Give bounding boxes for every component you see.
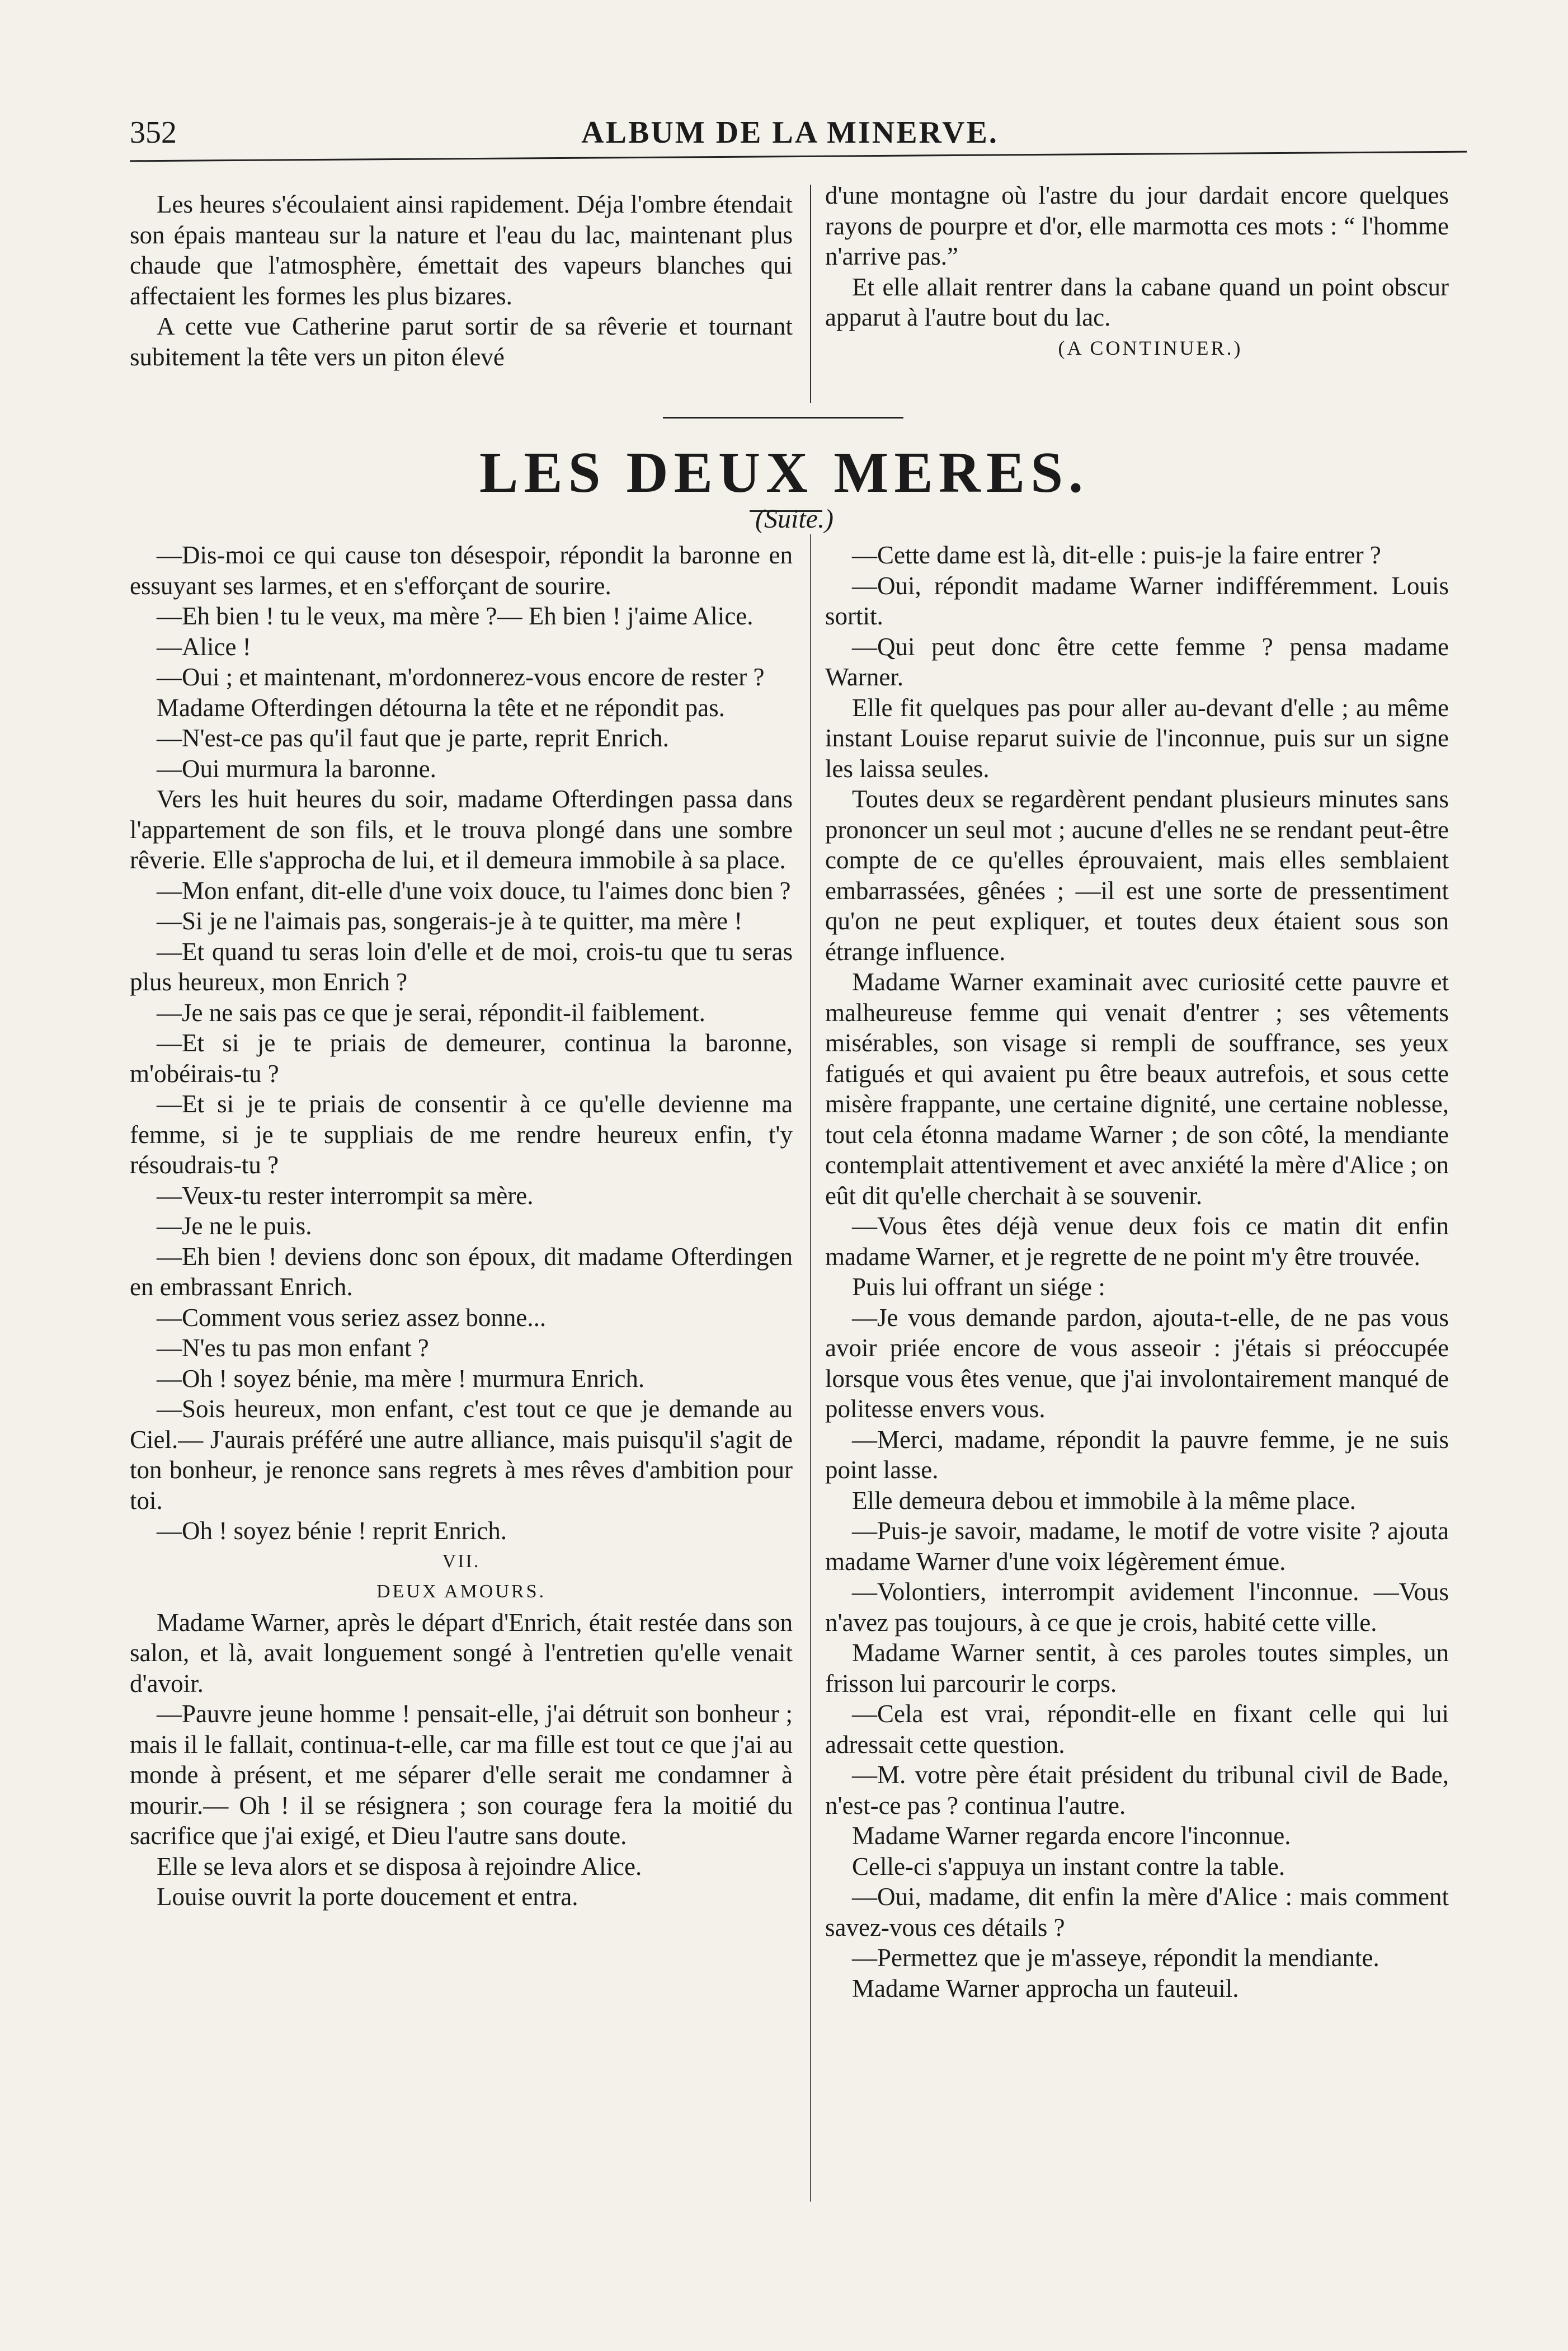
story-left-column <box>130 540 793 1912</box>
paragraph: —Cette dame est là, dit-elle : puis-je la faire entrer ? <box>852 541 1381 569</box>
paragraph: Et elle allait rentrer dans la cabane quand un point obscur apparut à l'autre bout du lac. <box>825 272 1449 331</box>
paragraph: Madame Warner regarda encore l'inconnue. <box>852 1822 1291 1850</box>
page-number: 352 <box>130 115 177 150</box>
paragraph: —Permettez que je m'asseye, répondit la mendiante. <box>852 1944 1379 1972</box>
paragraph: —Mon enfant, dit-elle d'une voix douce, tu l'aimes donc bien ? <box>157 876 791 905</box>
paragraph: —Qui peut donc être cette femme ? pensa madame Warner. <box>825 632 1449 691</box>
chapter-number: VII. <box>442 1550 481 1572</box>
paragraph: Madame Warner approcha un fauteuil. <box>852 1974 1239 2002</box>
paragraph: —N'est-ce pas qu'il faut que je parte, reprit Enrich. <box>157 724 669 752</box>
paragraph: —Oh ! soyez bénie, ma mère ! murmura Enrich. <box>157 1364 645 1393</box>
paragraph: —Je ne sais pas ce que je serai, répondit-il faiblement. <box>157 998 705 1027</box>
paragraph: d'une montagne où l'astre du jour dardait encore quelques rayons de pourpre et d'or, elle marmotta ces mots : “ l'homme n'arrive pas.” <box>825 181 1449 270</box>
paragraph: —Eh bien ! deviens donc son époux, dit madame Ofterdingen en embrassant Enrich. <box>130 1242 793 1301</box>
paragraph: —Dis-moi ce qui cause ton désespoir, répondit la baronne en essuyant ses larmes, et en s'efforçant de sourire. <box>130 541 793 600</box>
paragraph: Elle fit quelques pas pour aller au-devant d'elle ; au même instant Louise reparut suivie de l'inconnue, puis sur un signe les laissa seules. <box>825 693 1449 783</box>
paragraph: —Merci, madame, répondit la pauvre femme, je ne suis point lasse. <box>825 1425 1449 1484</box>
to-be-continued: (A CONTINUER.) <box>1058 336 1243 359</box>
paragraph: Elle demeura debou et immobile à la même place. <box>852 1486 1356 1515</box>
paragraph: —Oui, madame, dit enfin la mère d'Alice : mais comment savez-vous ces détails ? <box>825 1883 1449 1941</box>
paragraph: Madame Ofterdingen détourna la tête et ne répondit pas. <box>157 693 725 722</box>
paragraph: —Puis-je savoir, madame, le motif de votre visite ? ajouta madame Warner d'une voix légèrement émue. <box>825 1517 1449 1576</box>
paragraph: —Et quand tu seras loin d'elle et de moi, crois-tu que tu seras plus heureux, mon Enrich ? <box>130 937 793 996</box>
paragraph: Celle-ci s'appuya un instant contre la table. <box>852 1852 1286 1880</box>
story-right-column <box>825 540 1449 2004</box>
paragraph: —N'es tu pas mon enfant ? <box>157 1334 429 1362</box>
paragraph: —Oui murmura la baronne. <box>157 754 436 783</box>
paragraph: Madame Warner examinait avec curiosité cette pauvre et malheureuse femme qui venait d'entrer ; ses vêtements misérables, son visage si rempli de souffrance, ses yeux fatigués et qui avaient pu être beaux autrefois, et sous cette misère frappante, une certaine dignité, une certaine noblesse, tout cela étonna madame Warner ; de son côté, la mendiante contemplait attentivement et avec anxiété la mère d'Alice ; on eût dit qu'elle cherchait à se souvenir. <box>825 968 1449 1210</box>
paragraph: —Alice ! <box>157 632 251 661</box>
paragraph: —Comment vous seriez assez bonne... <box>157 1303 547 1332</box>
previous-story-right-column <box>825 180 1449 363</box>
paragraph: Madame Warner, après le départ d'Enrich, était restée dans son salon, et là, avait longuement songé à l'entretien qu'elle venait d'avoir. <box>130 1608 793 1698</box>
paragraph: —Je ne le puis. <box>157 1212 312 1240</box>
chapter-title: DEUX AMOURS. <box>376 1581 547 1602</box>
paragraph: —Oui ; et maintenant, m'ordonnerez-vous encore de rester ? <box>157 663 765 691</box>
paragraph: —Oh ! soyez bénie ! reprit Enrich. <box>157 1517 507 1545</box>
paragraph: Louise ouvrit la porte doucement et entra. <box>157 1883 578 1911</box>
paragraph: —Vous êtes déjà venue deux fois ce matin dit enfin madame Warner, et je regrette de ne point m'y être trouvée. <box>825 1212 1449 1271</box>
paragraph: Elle se leva alors et se disposa à rejoindre Alice. <box>157 1852 642 1880</box>
paragraph: —Cela est vrai, répondit-elle en fixant celle qui lui adressait cette question. <box>825 1700 1449 1758</box>
paragraph: —M. votre père était président du tribunal civil de Bade, n'est-ce pas ? continua l'autre. <box>825 1761 1449 1819</box>
page-header <box>130 115 1450 154</box>
paragraph: —Pauvre jeune homme ! pensait-elle, j'ai détruit son bonheur ; mais il le fallait, continua-t-elle, car ma fille est tout ce que j'ai au monde à présent, et me séparer d'elle serait me condamner à mourir.— Oh ! il se résignera ; son courage fera la moitié du sacrifice que j'ai exigé, et Dieu l'autre sans doute. <box>130 1700 793 1850</box>
paragraph: A cette vue Catherine parut sortir de sa rêverie et tournant subitement la tête vers un piton élevé <box>130 312 793 371</box>
paragraph: Les heures s'écoulaient ainsi rapidement. Déja l'ombre étendait son épais manteau sur la nature et l'eau du lac, maintenant plus chaude que l'atmosphère, émettait des vapeurs blanches qui affectaient les formes les plus bizares. <box>130 190 793 310</box>
journal-title: ALBUM DE LA MINERVE. <box>581 115 999 150</box>
paragraph: —Et si je te priais de consentir à ce qu'elle devienne ma femme, si je te suppliais de me rendre heureux enfin, t'y résoudrais-tu ? <box>130 1090 793 1179</box>
paragraph: Vers les huit heures du soir, madame Ofterdingen passa dans l'appartement de son fils, et le trouva plongé dans une sombre rêverie. Elle s'approcha de lui, et il demeura immobile à sa place. <box>130 785 793 874</box>
column-divider <box>810 534 811 2202</box>
paragraph: —Oui, répondit madame Warner indifféremment. Louis sortit. <box>825 571 1449 630</box>
paragraph: Toutes deux se regardèrent pendant plusieurs minutes sans prononcer un seul mot ; aucune d'elles ne se rendant peut-être compte de ce qu'elles éprouvaient, mais elles semblaient embarrassées, gênées ; —il est une sorte de pressentiment qu'on ne peut expliquer, et toutes deux étaient sous son étrange influence. <box>825 785 1449 966</box>
paragraph: —Si je ne l'aimais pas, songerais-je à te quitter, ma mère ! <box>157 907 743 935</box>
story-title: LES DEUX MERES. <box>479 440 1089 505</box>
paragraph: —Veux-tu rester interrompit sa mère. <box>157 1181 534 1210</box>
paragraph: —Volontiers, interrompit avidement l'inconnue. —Vous n'avez pas toujours, à ce que je crois, habité cette ville. <box>825 1578 1449 1637</box>
paragraph: —Je vous demande pardon, ajouta-t-elle, de ne pas vous avoir priée encore de vous asseoir : j'étais si préoccupée lorsque vous êtes venue, que j'ai involontairement manqué de politesse envers vous. <box>825 1303 1449 1423</box>
paragraph: —Et si je te priais de demeurer, continua la baronne, m'obéirais-tu ? <box>130 1029 793 1088</box>
paragraph: Puis lui offrant un siége : <box>852 1273 1105 1301</box>
column-divider <box>810 185 811 403</box>
previous-story-left-column <box>130 189 793 372</box>
paragraph: —Eh bien ! tu le veux, ma mère ?— Eh bien ! j'aime Alice. <box>157 602 754 630</box>
section-rule <box>663 417 903 419</box>
suite-label: (Suite.) <box>755 504 834 534</box>
paragraph: Madame Warner sentit, à ces paroles toutes simples, un frisson lui parcourir le corps. <box>825 1639 1449 1698</box>
paragraph: —Sois heureux, mon enfant, c'est tout ce que je demande au Ciel.— J'aurais préféré une autre alliance, mais puisqu'il s'agit de ton bonheur, je renonce sans regrets à mes rêves d'ambition pour toi. <box>130 1395 793 1515</box>
